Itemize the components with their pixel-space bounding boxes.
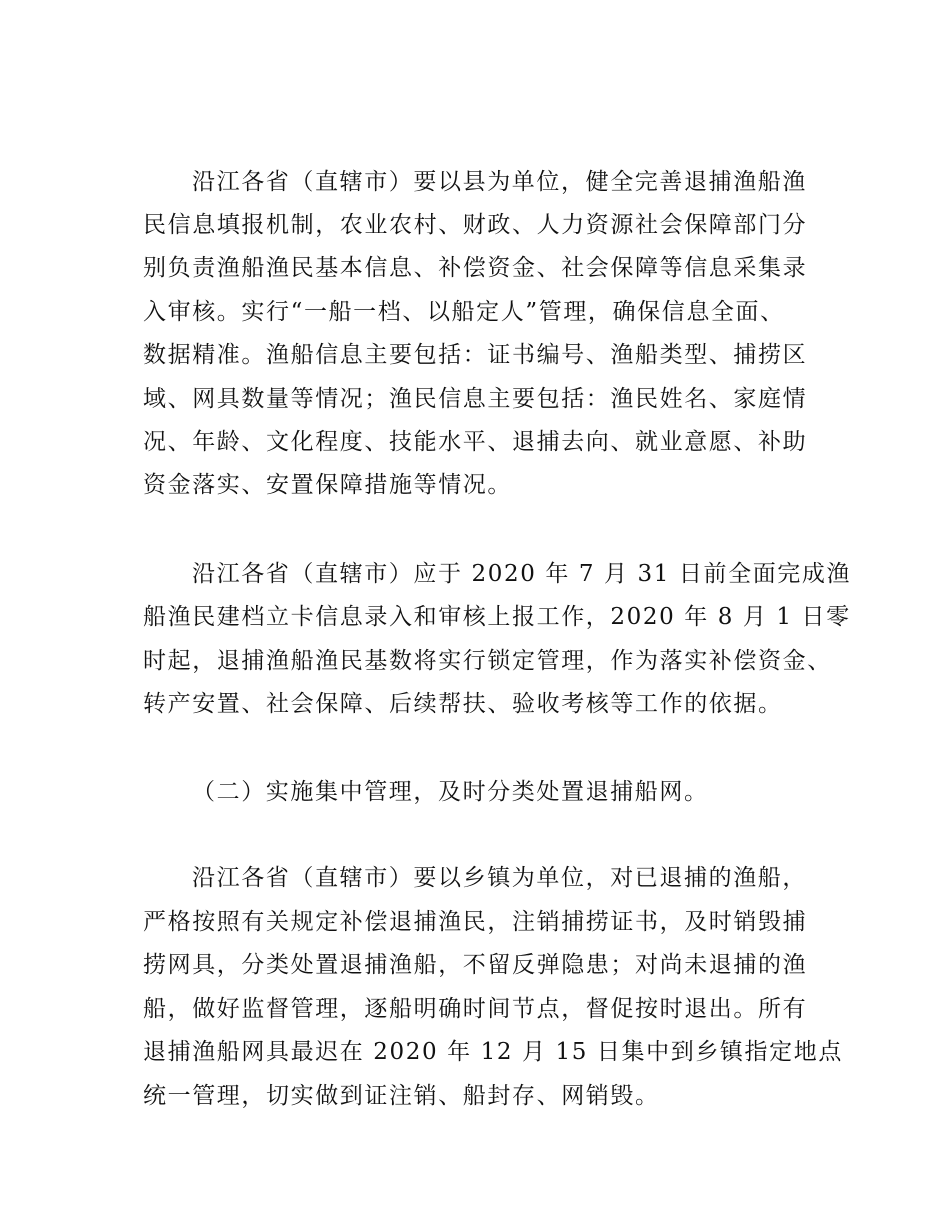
paragraph-line: 转产安置、社会保障、后续帮扶、验收考核等工作的依据。	[143, 691, 783, 717]
paragraph-line: 严格按照有关规定补偿退捕渔民，注销捕捞证书，及时销毁捕	[143, 909, 808, 935]
paragraph-line: 入审核。实行“一船一档、以船定人”管理，确保信息全面、	[143, 299, 785, 325]
paragraph-line: 沿江各省（直辖市）要以县为单位，健全完善退捕渔船渔	[192, 169, 807, 195]
paragraph-line: 退捕渔船网具最迟在 2020 年 12 月 15 日集中到乡镇指定地点	[143, 1039, 843, 1065]
paragraph-line: 数据精准。渔船信息主要包括：证书编号、渔船类型、捕捞区	[143, 342, 808, 368]
paragraph-line: 捞网具，分类处置退捕渔船，不留反弹隐患；对尚未退捕的渔	[143, 952, 808, 978]
paragraph-line: 别负责渔船渔民基本信息、补偿资金、社会保障等信息采集录	[143, 255, 808, 281]
paragraph-line: 况、年龄、文化程度、技能水平、退捕去向、就业意愿、补助	[143, 429, 808, 455]
paragraph-line: 域、网具数量等情况；渔民信息主要包括：渔民姓名、家庭情	[143, 386, 808, 412]
paragraph-line: 船，做好监督管理，逐船明确时间节点，督促按时退出。所有	[143, 996, 808, 1022]
paragraph-line: 民信息填报机制，农业农村、财政、人力资源社会保障部门分	[143, 212, 808, 238]
paragraph-line: 时起，退捕渔船渔民基数将实行锁定管理，作为落实补偿资金、	[143, 648, 832, 674]
paragraph-line: 资金落实、安置保障措施等情况。	[143, 472, 512, 498]
paragraph-line: 船渔民建档立卡信息录入和审核上报工作，2020 年 8 月 1 日零	[143, 604, 851, 630]
paragraph-line: 统一管理，切实做到证注销、船封存、网销毁。	[143, 1083, 660, 1109]
paragraph-line: 沿江各省（直辖市）要以乡镇为单位，对已退捕的渔船，	[192, 865, 807, 891]
section-heading-text: （二）实施集中管理，及时分类处置退捕船网。	[192, 779, 709, 805]
paragraph-line: 沿江各省（直辖市）应于 2020 年 7 月 31 日前全面完成渔	[192, 561, 852, 587]
